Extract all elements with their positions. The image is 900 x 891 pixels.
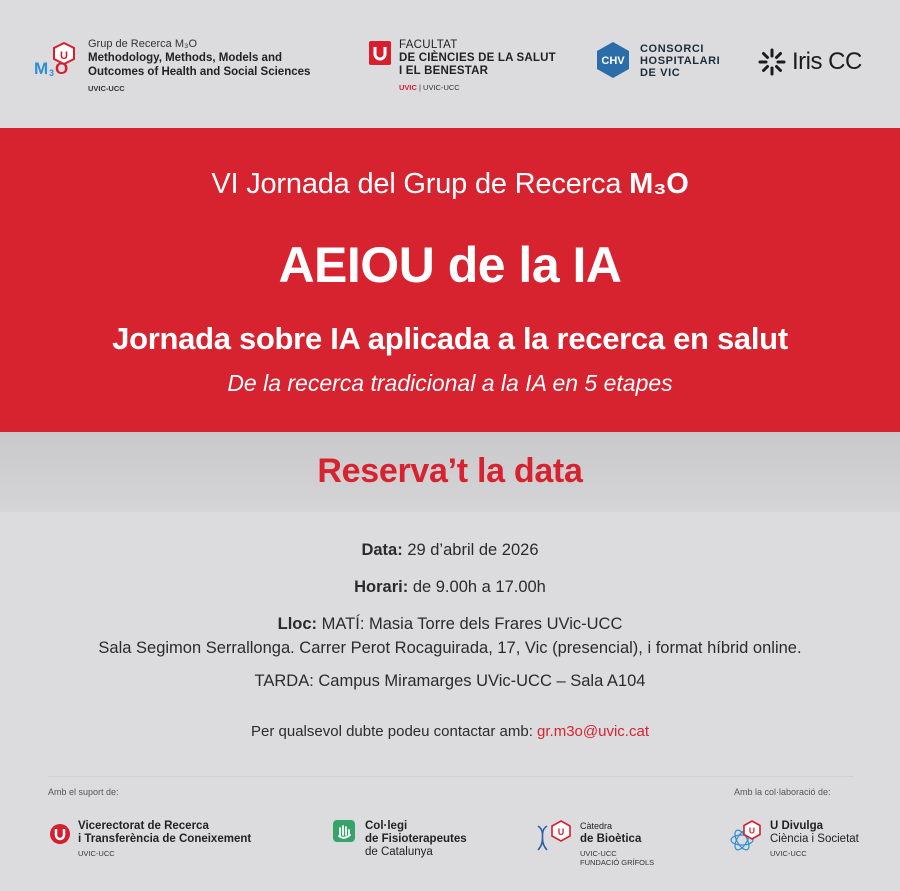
contact-row: Per qualsevol dubte podeu contactar amb: gr.m3o@uvic.cat — [251, 723, 649, 740]
vicerectorat-line2: i Transferència de Coneixement — [78, 833, 252, 845]
catedra-line3: UVIC-UCC — [580, 849, 617, 858]
event-banner — [0, 128, 900, 432]
faculty-line3: I EL BENESTAR — [399, 65, 489, 77]
svg-text:3: 3 — [49, 68, 55, 76]
chv-line1: CONSORCI — [640, 43, 705, 55]
m3o-group-label: Grup de Recerca M₃O — [88, 38, 198, 50]
vicerectorat-line1: Vicerectorat de Recerca — [78, 820, 209, 832]
svg-text:M: M — [34, 59, 49, 76]
udivulga-line1: U Divulga — [770, 820, 824, 832]
svg-text:U: U — [557, 827, 565, 837]
fisio-line1: Col·legi — [365, 820, 408, 832]
catedra-line4: FUNDACIÓ GRÍFOLS — [580, 858, 655, 867]
uvic-u-icon — [369, 41, 391, 65]
udivulga-logo — [728, 820, 868, 864]
event-title: AEIOU de la IA — [278, 237, 622, 293]
catedra-line2: de Bioètica — [580, 833, 642, 845]
save-date-band — [0, 432, 900, 512]
chv-hexagon-icon — [594, 41, 632, 79]
m3o-name-line1: Methodology, Methods, Models and — [88, 52, 283, 64]
chv-line3: DE VIC — [640, 67, 681, 79]
dna-hexagon-icon — [535, 820, 573, 854]
chv-line2: HOSPITALARI — [640, 55, 721, 67]
chv-logo — [594, 41, 734, 81]
event-tagline: De la recerca tradicional a la IA en 5 etapes — [227, 370, 673, 396]
faculty-line1: FACULTAT — [399, 39, 458, 51]
faculty-logo — [369, 39, 569, 99]
uvic-u-icon — [50, 824, 70, 844]
place-room-row: Sala Segimon Serrallonga. Carrer Perot Rocaguirada, 17, Vic (presencial), i format híbrid online. — [98, 639, 802, 657]
svg-text:CHV: CHV — [601, 55, 625, 67]
udivulga-line3: UVIC-UCC — [770, 849, 807, 858]
event-subtitle: Jornada sobre IA aplicada a la recerca en salut — [112, 321, 788, 356]
header-logos — [0, 0, 900, 128]
support-label: Amb el suport de: — [48, 787, 119, 797]
event-edition-line: VI Jornada del Grup de Recerca M₃O — [211, 168, 689, 200]
save-date-title: Reserva’t la data — [317, 452, 583, 490]
iris-logo — [758, 48, 868, 78]
fisio-line2: de Fisioterapeutes — [365, 833, 467, 845]
svg-text:U: U — [748, 825, 756, 836]
catedra-logo — [535, 820, 665, 867]
fisio-logo — [333, 820, 483, 864]
fisio-line3: de Catalunya — [365, 846, 433, 858]
m3o-hexagon-icon — [34, 42, 82, 76]
date-row: Data: 29 d’abril de 2026 — [361, 541, 539, 559]
iris-sunburst-icon — [758, 48, 786, 76]
m3o-logo — [34, 38, 334, 98]
hand-icon — [333, 820, 355, 842]
footer-divider — [48, 776, 854, 777]
m3o-name-line2: Outcomes of Health and Social Sciences — [88, 66, 311, 78]
svg-text:U: U — [60, 50, 68, 62]
faculty-institution: UVIC | UVIC-UCC — [399, 83, 460, 92]
contact-email-link[interactable]: gr.m3o@uvic.cat — [537, 723, 649, 740]
iris-name: Iris CC — [792, 48, 862, 75]
svg-text:O: O — [55, 59, 69, 76]
place-row: Lloc: MATÍ: Masia Torre dels Frares UVic-UCC — [277, 615, 623, 633]
vicerectorat-line3: UVIC-UCC — [78, 849, 115, 858]
udivulga-line2: Ciència i Societat — [770, 833, 859, 845]
m3o-institution: UVIC-UCC — [88, 84, 125, 93]
faculty-line2: DE CIÈNCIES DE LA SALUT — [399, 52, 556, 64]
collab-label: Amb la col·laboració de: — [734, 787, 831, 797]
catedra-line1: Càtedra — [580, 821, 613, 831]
time-row: Horari: de 9.00h a 17.00h — [354, 578, 546, 596]
atom-hexagon-icon — [728, 820, 764, 854]
vicerectorat-logo — [50, 820, 270, 864]
place-afternoon-row: TARDA: Campus Miramarges UVic-UCC – Sala A104 — [254, 672, 646, 690]
